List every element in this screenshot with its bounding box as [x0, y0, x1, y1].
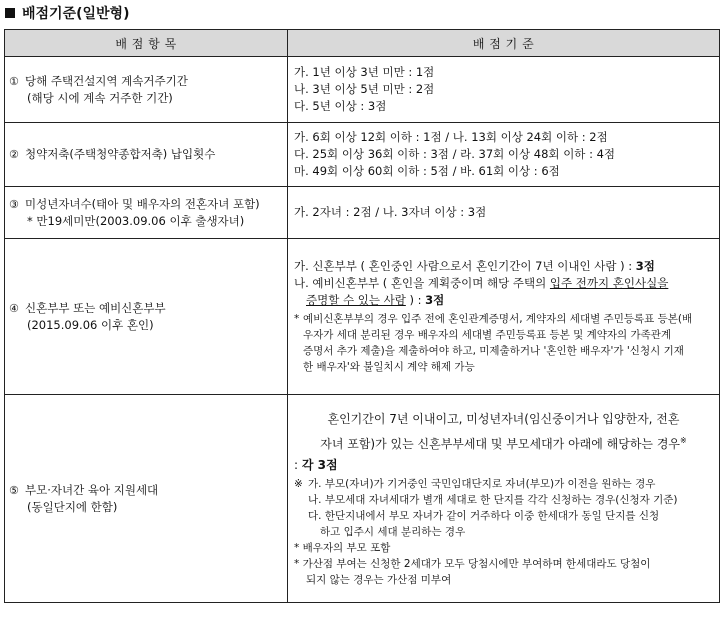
pre-newlywed-underline: 입주 전까지 혼인사실을 [549, 276, 669, 290]
table-row [5, 57, 720, 123]
support-para-text: 자녀 포함)가 있는 신혼부부세대 및 부모세대가 아래에 해당하는 경우 [320, 437, 681, 451]
pre-newlywed-underline-2: 증명할 수 있는 사람 [306, 293, 406, 307]
criteria-line: 다. 5년 이상 : 3점 [294, 99, 387, 113]
note-block [294, 311, 713, 375]
star-note: * 배우자의 부모 포함 [294, 542, 391, 554]
item-label: 당해 주택건설지역 계속거주기간 [25, 73, 188, 88]
item-label: 미성년자녀수(태아 및 배우자의 전혼자녀 포함) [25, 196, 260, 211]
pre-newlywed-text-2: ) : [405, 293, 426, 307]
item-sublabel: (해당 시에 계속 거주한 기간) [27, 90, 173, 105]
note-line: 우자가 세대 분리된 경우 배우자의 세대별 주민등록표 등본 및 계약자의 가족관계 [303, 329, 672, 341]
criteria-cell [288, 187, 720, 239]
item-sublabel: (동일단지에 한함) [27, 499, 118, 514]
criteria-line: 가. 6회 이상 12회 이하 : 1점 / 나. 13회 이상 24회 이하 : 2점 [294, 130, 608, 144]
header-item: 배 점 항 목 [5, 30, 288, 57]
table-row [5, 395, 720, 603]
criteria-line: 마. 49회 이상 60회 이하 : 5점 / 바. 61회 이상 : 6점 [294, 164, 560, 178]
support-para [294, 430, 713, 455]
item-cell [5, 187, 288, 239]
note-line: 나. 부모세대 자녀세대가 별개 세대로 한 단지를 각각 신청하는 경우(신청자 기준) [308, 494, 678, 506]
item-sublabel: (2015.09.06 이후 혼인) [27, 317, 154, 332]
criteria-line: 나. 3년 이상 5년 미만 : 2점 [294, 82, 435, 96]
criteria-line: 가. 1년 이상 3년 미만 : 1점 [294, 65, 435, 79]
reference-mark: ※ [294, 478, 303, 490]
square-bullet-icon [5, 8, 15, 18]
criteria-line: 다. 25회 이상 36회 이하 : 3점 / 라. 37회 이상 48회 이하 : 4점 [294, 147, 616, 161]
support-para: 혼인기간이 7년 이내이고, 미성년자녀(임신중이거나 입양한자, 전혼 [327, 412, 680, 426]
header-criteria: 배 점 기 준 [288, 30, 720, 57]
support-score-prefix: : [294, 458, 302, 472]
table-row [5, 123, 720, 187]
star-note: * 가산점 부여는 신청한 2세대가 모두 당첨시에만 부여하며 한세대라도 당첨이 [294, 558, 651, 570]
support-score-line [294, 455, 713, 476]
criteria-cell [288, 395, 720, 603]
item-number: ① [9, 74, 19, 88]
star-note-cont: 되지 않는 경우는 가산점 미부여 [306, 574, 452, 586]
item-number: ⑤ [9, 483, 19, 497]
criteria-line: 가. 2자녀 : 2점 / 나. 3자녀 이상 : 3점 [294, 205, 487, 219]
item-number: ② [9, 148, 19, 161]
note-line: 하고 입주시 세대 분리하는 경우 [320, 526, 466, 538]
item-cell [5, 123, 288, 187]
criteria-cell [288, 239, 720, 395]
scoring-table [4, 29, 720, 603]
table-row [5, 187, 720, 239]
criteria-cell [288, 123, 720, 187]
newlywed-text: 가. 신혼부부 ( 혼인중인 사람으로서 혼인기간이 7년 이내인 사람 ) : [294, 259, 636, 273]
note-star: * [294, 313, 300, 325]
support-notes [294, 476, 713, 540]
support-para-mark: ※ [680, 436, 687, 445]
newlywed-criterion [294, 258, 713, 275]
item-label: 청약저축(주택청약종합저축) 납입횟수 [25, 147, 216, 161]
item-number: ③ [9, 197, 19, 211]
item-label: 부모·자녀간 육아 지원세대 [25, 482, 159, 497]
support-score: 각 3점 [301, 458, 338, 472]
item-number: ④ [9, 301, 19, 315]
pre-newlywed-score: 3점 [425, 293, 445, 307]
item-cell [5, 395, 288, 603]
table-row [5, 239, 720, 395]
criteria-cell [288, 57, 720, 123]
note-line: 가. 부모(자녀)가 기거중인 국민임대단지로 자녀(부모)가 이전을 원하는 경우 [308, 478, 656, 490]
section-title-text: 배점기준(일반형) [22, 6, 130, 22]
item-cell [5, 57, 288, 123]
pre-newlywed-criterion-cont [294, 292, 713, 309]
pre-newlywed-text: 나. 예비신혼부부 ( 혼인을 계획중이며 해당 주택의 [294, 276, 550, 290]
table-header-row [5, 30, 720, 57]
item-sublabel: * 만19세미만(2003.09.06 이후 출생자녀) [27, 213, 245, 228]
newlywed-score: 3점 [635, 259, 655, 273]
note-line: 증명서 추가 제출)을 제출하여야 하고, 미제출하거나 '혼인한 배우자'가 '신청시 기재 [303, 345, 684, 357]
note-line: 다. 한단지내에서 부모 자녀가 같이 거주하다 이중 한세대가 동일 단지를 신청 [308, 510, 660, 522]
item-label: 신혼부부 또는 예비신혼부부 [25, 300, 166, 315]
pre-newlywed-criterion [294, 275, 713, 292]
note-line: 한 배우자'와 불일치시 계약 해제 가능 [303, 361, 475, 373]
section-title [2, 2, 129, 24]
note-line: 예비신혼부부의 경우 입주 전에 혼인관계증명서, 계약자의 세대별 주민등록표 등본(배 [303, 313, 693, 325]
item-cell [5, 239, 288, 395]
